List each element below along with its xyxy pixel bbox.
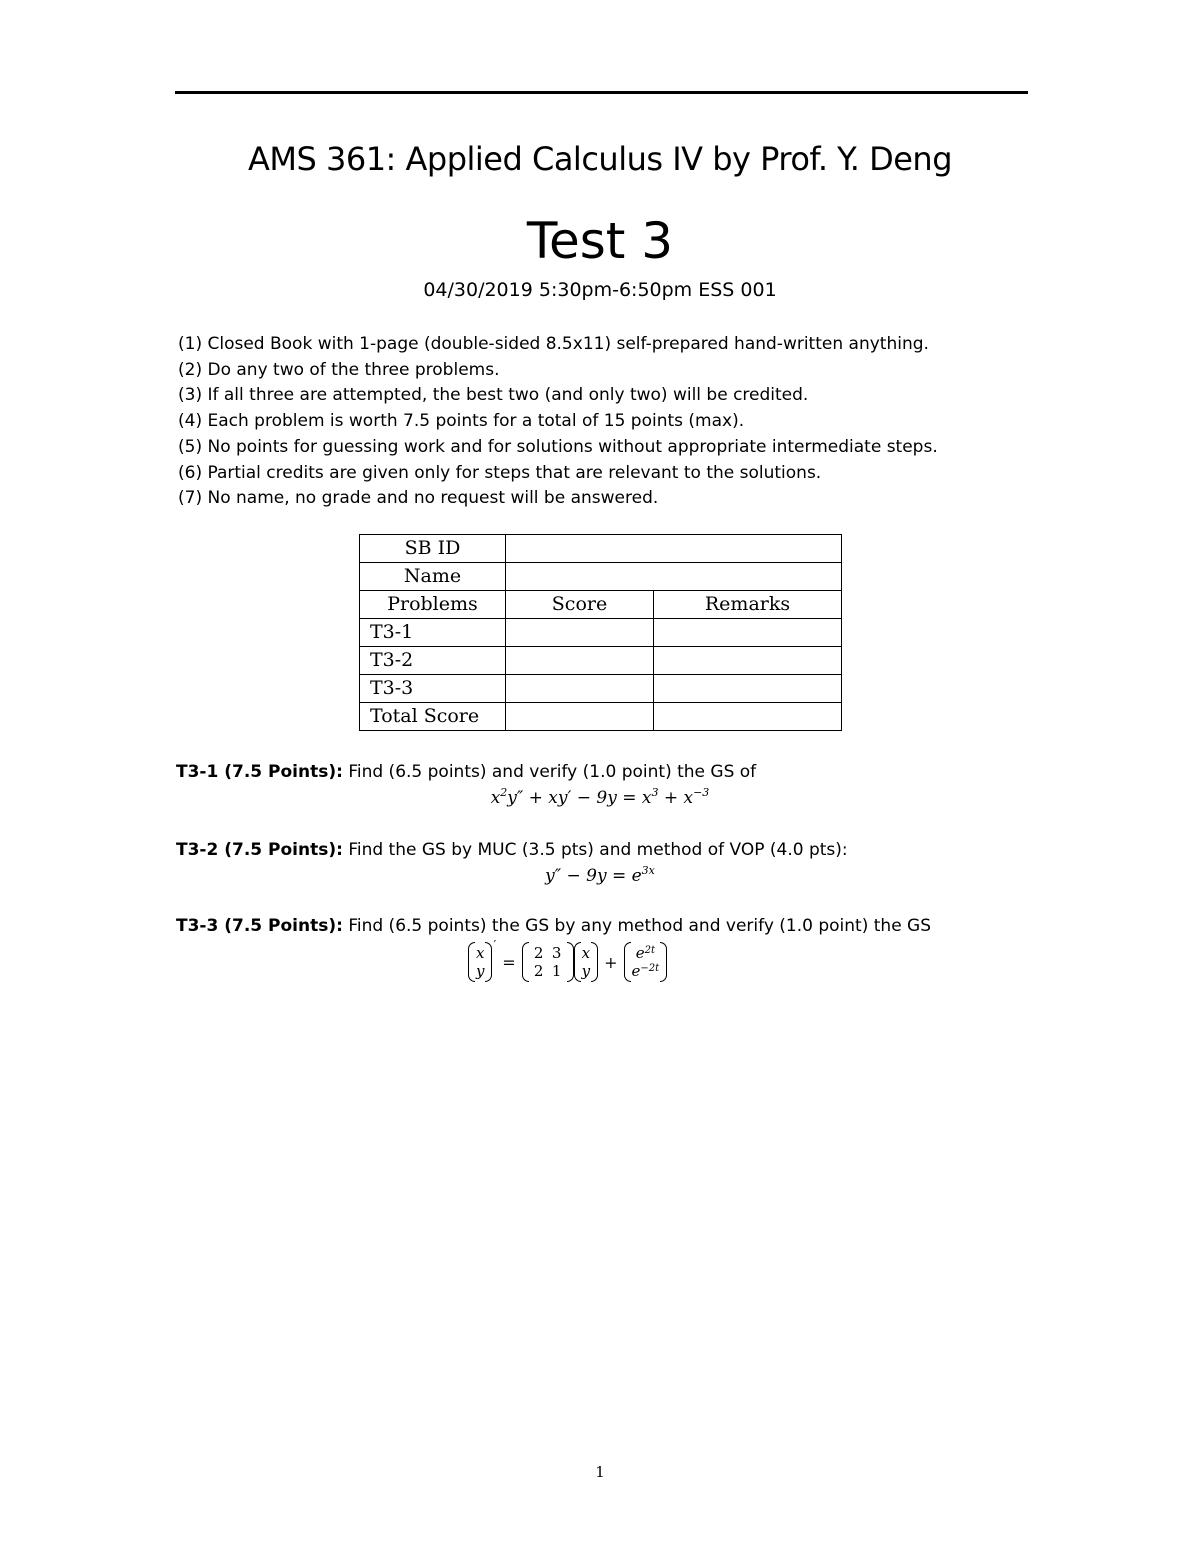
rule-item: (6) Partial credits are given only for steps that are relevant to the solutions. (178, 462, 822, 483)
equation-t3-3: x y ′ = 2 3 2 1 x y + $e^{2t}$ $e^{-2t}$ (468, 942, 667, 982)
problem-text: Find (6.5 points) the GS by any method and verify (1.0 point) the GS (342, 916, 932, 936)
table-header-row (360, 591, 842, 619)
table-row (360, 563, 842, 591)
remarks-cell[interactable] (654, 647, 842, 675)
test-info: 04/30/2019 5:30pm-6:50pm ESS 001 (423, 279, 777, 301)
problem-text: Find the GS by MUC (3.5 pts) and method of VOP (4.0 pts): (342, 840, 848, 860)
rule-item: (4) Each problem is worth 7.5 points for a total of 15 points (max). (178, 411, 745, 432)
rule-item: (2) Do any two of the three problems. (178, 359, 500, 380)
name-label: Name (360, 563, 506, 591)
rule-item: (1) Closed Book with 1-page (double-sided 8.5x11) self-prepared hand-written anything. (178, 334, 929, 354)
test-title: Test 3 (526, 212, 674, 270)
grade-table (359, 534, 842, 731)
remarks-cell[interactable] (654, 703, 842, 731)
top-rule (175, 91, 1028, 94)
equation-t3-2: $y'' - 9y = e^{3x}$ (545, 864, 655, 886)
vector-xy: x y (574, 942, 598, 982)
problem-t3-3 (176, 916, 931, 936)
problem-label: T3-3 (7.5 Points): (176, 916, 343, 936)
header-problems: Problems (360, 591, 506, 619)
problem-t3-2 (176, 840, 848, 860)
rule-item: (3) If all three are attempted, the best two (and only two) will be credited. (178, 385, 809, 406)
score-cell[interactable] (506, 703, 654, 731)
problem-label: T3-1 (7.5 Points): (176, 762, 343, 782)
remarks-cell[interactable] (654, 675, 842, 703)
name-field[interactable] (506, 563, 842, 591)
score-cell[interactable] (506, 619, 654, 647)
problem-label: T3-2 (7.5 Points): (176, 840, 343, 860)
table-row (360, 647, 842, 675)
table-row (360, 619, 842, 647)
table-row (360, 535, 842, 563)
header-remarks: Remarks (654, 591, 842, 619)
equation-t3-1: $x^2y'' + xy' - 9y = x^3 + x^{-3}$ (490, 786, 710, 808)
coefficient-matrix: 2 3 2 1 (522, 942, 574, 982)
sbid-label: SB ID (360, 535, 506, 563)
course-title: AMS 361: Applied Calculus IV by Prof. Y. Deng (247, 140, 952, 178)
rule-item: (7) No name, no grade and no request will be answered. (178, 488, 659, 509)
forcing-vector: $e^{2t}$ $e^{-2t}$ (624, 942, 668, 982)
header-score: Score (506, 591, 654, 619)
problem-text: Find (6.5 points) and verify (1.0 point) the GS of (342, 762, 757, 782)
sbid-field[interactable] (506, 535, 842, 563)
page-number: 1 (595, 1463, 605, 1481)
problem-t3-1 (176, 762, 756, 782)
score-cell[interactable] (506, 647, 654, 675)
vector-xy: x y (468, 942, 492, 982)
remarks-cell[interactable] (654, 619, 842, 647)
row-label: T3-3 (360, 675, 506, 703)
rule-item: (5) No points for guessing work and for solutions without appropriate intermediate steps. (178, 436, 938, 457)
rules-list (178, 332, 938, 512)
table-row (360, 703, 842, 731)
row-label: T3-1 (360, 619, 506, 647)
table-row (360, 675, 842, 703)
row-label: Total Score (360, 703, 506, 731)
row-label: T3-2 (360, 647, 506, 675)
score-cell[interactable] (506, 675, 654, 703)
